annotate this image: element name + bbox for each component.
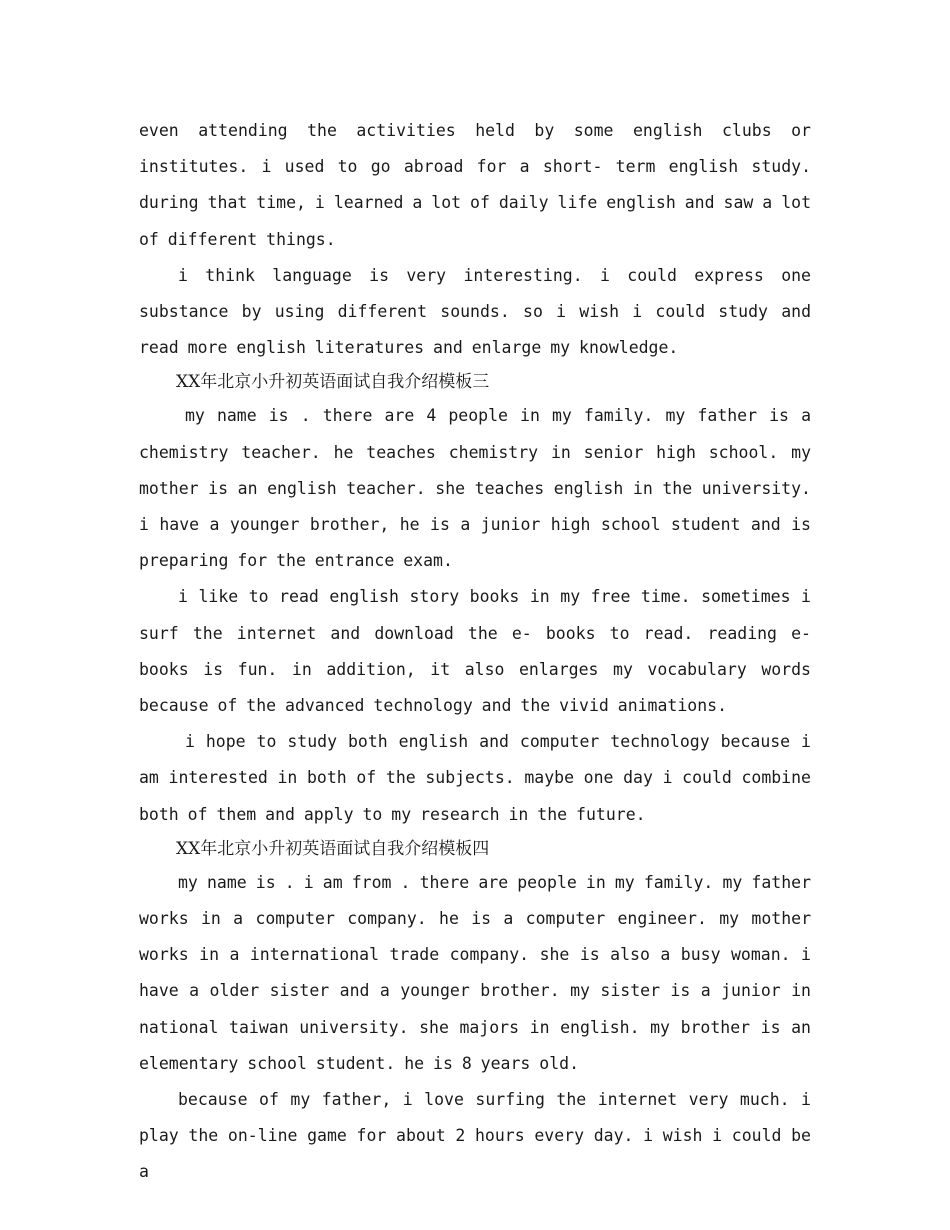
section-heading-template-four: XX年北京小升初英语面试自我介绍模板四 [176, 838, 490, 859]
paragraph-future-plans-three: i hope to study both english and computer technology because i am interested in both of the subjects. maybe one day i could combine both of them and apply to my research in the future. [139, 732, 811, 824]
paragraph-english-study: even attending the activities held by some english clubs or institutes. i used to go abroad for a short- term english study. during that time, i learned a lot of daily life english and saw a lot of different things. [139, 121, 811, 249]
paragraph-hobbies-four: because of my father, i love surfing the internet very much. i play the on-line game for about 2 hours every day. i wish i could be a [139, 1090, 811, 1182]
paragraph-language-interest: i think language is very interesting. i could express one substance by using different sounds. so i wish i could study and read more english literatures and enlarge my knowledge. [139, 265, 811, 358]
paragraph-hobbies-three: i like to read english story books in my free time. sometimes i surf the internet and download the e- books to read. reading e- books is fun. in addition, it also enlarges my vocabulary words because of the advanced technology and the vivid animations. [139, 587, 811, 716]
document-body [139, 113, 811, 1191]
paragraph-family-intro-three: my name is . there are 4 people in my family. my father is a chemistry teacher. he teaches chemistry in senior high school. my mother is an english teacher. she teaches english in the university. i have a younger brother, he is a junior high school student and is preparing for the entrance exam. [139, 406, 811, 571]
section-heading-template-three: XX年北京小升初英语面试自我介绍模板三 [176, 372, 490, 393]
paragraph-family-intro-four: my name is . i am from . there are people in my family. my father works in a computer company. he is a computer engineer. my mother works in a international trade company. she is also a busy woman. i have a older sister and a younger brother. my sister is a junior in national taiwan university. she majors in english. my brother is an elementary school student. he is 8 years old. [139, 872, 811, 1073]
